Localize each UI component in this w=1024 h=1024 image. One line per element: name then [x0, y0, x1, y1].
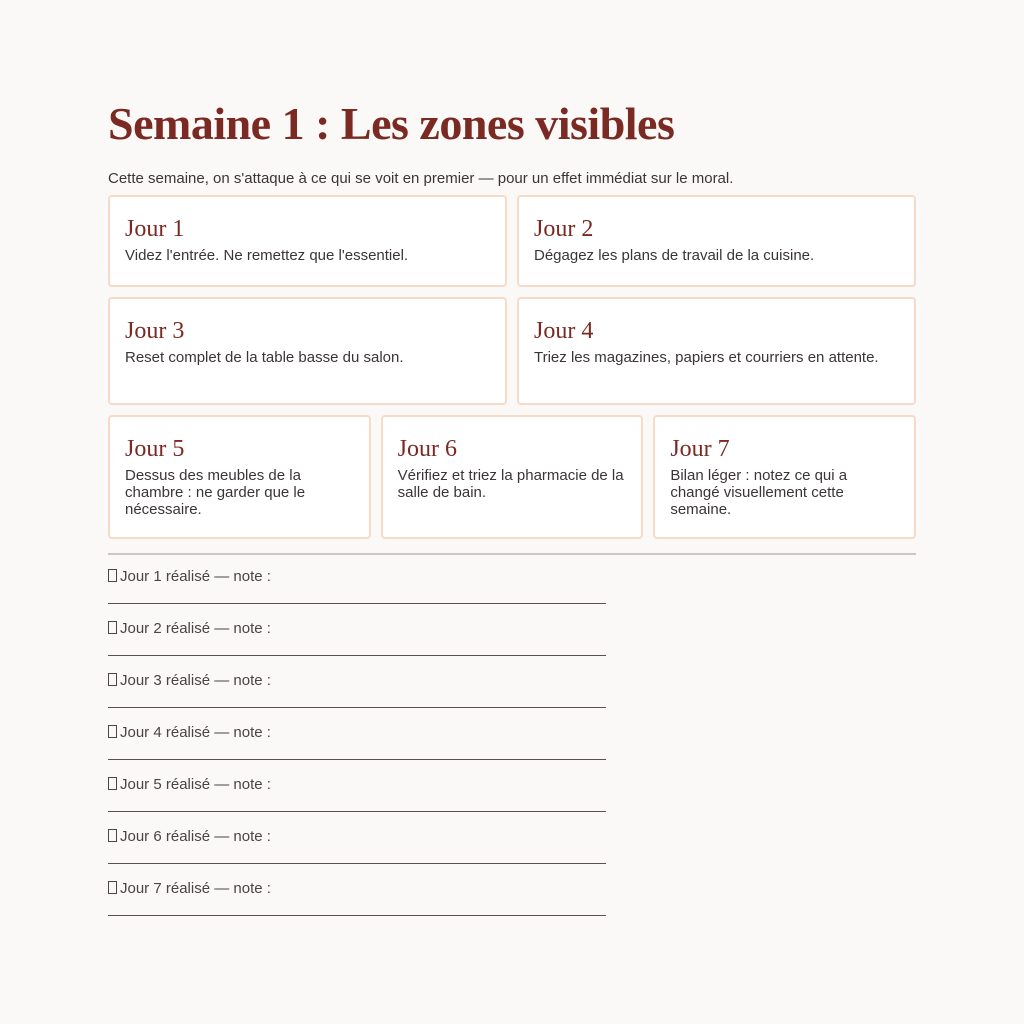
week-page: [108, 96, 916, 931]
day-card-title: Jour 2: [534, 216, 594, 242]
day-row-3: [108, 415, 916, 539]
day-card-5: [108, 415, 371, 539]
day-card-text: Videz l'entrée. Ne remettez que l'essentiel.: [125, 247, 409, 264]
day-card-title: Jour 1: [125, 216, 185, 242]
page-title: Semaine 1 : Les zones visibles: [108, 98, 675, 149]
day-card-6: [381, 415, 644, 539]
day-card-text: Triez les magazines, papiers et courriers en attente.: [534, 349, 879, 366]
log-label: Jour 4 réalisé — note :: [120, 724, 271, 741]
day-card-text: Dégagez les plans de travail de la cuisine.: [534, 247, 815, 264]
day-card-text: Bilan léger : notez ce qui a changé visuellement cette semaine.: [670, 467, 848, 518]
day-card-4: [517, 297, 916, 405]
checkbox-icon[interactable]: [108, 725, 117, 738]
log-item-4: [108, 723, 916, 775]
checkbox-icon[interactable]: [108, 621, 117, 634]
section-divider: [108, 553, 916, 555]
day-card-title: Jour 4: [534, 318, 594, 344]
log-item-5: [108, 775, 916, 827]
note-line[interactable]: [108, 811, 606, 812]
log-item-1: [108, 567, 916, 619]
log-item-3: [108, 671, 916, 723]
day-card-1: [108, 195, 507, 287]
note-line[interactable]: [108, 759, 606, 760]
day-card-3: [108, 297, 507, 405]
day-card-2: [517, 195, 916, 287]
day-card-title: Jour 7: [670, 436, 730, 462]
day-row-1: [108, 195, 916, 287]
log-label: Jour 1 réalisé — note :: [120, 568, 271, 585]
day-cards-grid: [108, 195, 916, 539]
log-label: Jour 6 réalisé — note :: [120, 828, 271, 845]
checkbox-icon[interactable]: [108, 777, 117, 790]
day-card-7: [653, 415, 916, 539]
day-card-text: Vérifiez et triez la pharmacie de la salle de bain.: [397, 467, 624, 501]
log-item-2: [108, 619, 916, 671]
day-card-text: Dessus des meubles de la chambre : ne garder que le nécessaire.: [125, 467, 306, 518]
note-line[interactable]: [108, 707, 606, 708]
day-card-title: Jour 6: [397, 436, 458, 462]
day-card-title: Jour 3: [125, 318, 185, 344]
note-line[interactable]: [108, 863, 606, 864]
checkbox-icon[interactable]: [108, 673, 117, 686]
log-item-7: [108, 879, 916, 931]
note-line[interactable]: [108, 915, 606, 916]
log-label: Jour 2 réalisé — note :: [120, 620, 271, 637]
day-card-text: Reset complet de la table basse du salon.: [125, 349, 404, 366]
log-item-6: [108, 827, 916, 879]
log-label: Jour 3 réalisé — note :: [120, 672, 271, 689]
checkbox-icon[interactable]: [108, 829, 117, 842]
checkbox-icon[interactable]: [108, 881, 117, 894]
checkbox-icon[interactable]: [108, 569, 117, 582]
intro-text: Cette semaine, on s'attaque à ce qui se voit en premier — pour un effet immédiat sur le moral.: [108, 170, 734, 187]
day-row-2: [108, 297, 916, 405]
note-line[interactable]: [108, 603, 606, 604]
note-line[interactable]: [108, 655, 606, 656]
progress-log: [108, 567, 916, 931]
log-label: Jour 7 réalisé — note :: [120, 880, 271, 897]
log-label: Jour 5 réalisé — note :: [120, 776, 271, 793]
day-card-title: Jour 5: [125, 436, 185, 462]
